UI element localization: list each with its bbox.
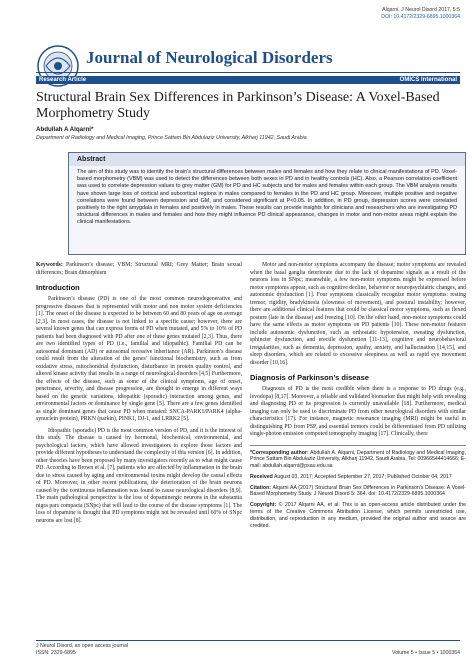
corresponding-author-label: *Corresponding author: xyxy=(250,449,309,456)
abstract-box xyxy=(68,152,466,255)
citation-text: Alqarni AA (2017) Structural Brain Sex Differences in Parkinson’s Disease: A Voxel-Based Morphometry Study. J Neurol Disord 5: 364. doi: 10.4172/2329-6895.1000364 xyxy=(250,484,466,498)
symptoms-paragraph: Motor and non-motor symptoms accompany the disease; motor symptoms are revealed when the basal ganglia deteriorate due to the lack of dopamine signals as a result of the neurons loss in SNpc; meanwhile, a few non-motor symptoms might be expressed before motor symptoms appear, such as cognitive decline, behavior or neuropsychiatric changes, and autonomic dysfunction [1]. Four symptoms classically recognize motor symptoms: resting tremor, rigidity, bradykinesia (slowness of movement), and postural instability; however, there are additional clinical features that could be classical motor symptoms, such as flexed posture (late in the disease) and freezing [10]. On the other hand, non-motor symptoms could have the same effects as motor symptoms on PD patients [10]. These non-motor features include autonomic dysfunction, such as orthostatic hypotension, sweating dysfunction, sphincter dysfunction, and erectile dysfunction [11-13], cognitive and neurobehavioral irregularities, such as dementia, depression, apathy, anxiety, and hallucination [14,15], and sleep disorders, which are related to excessive sleepiness as well as rapid eye movement disorder [10,16]. xyxy=(250,262,466,366)
abstract-heading: Abstract xyxy=(69,153,465,166)
keywords-label: Keywords: xyxy=(36,262,63,268)
intro-paragraph-2: Idiopathic (sporadic) PD is the most common version of PD, and it is the interest of this study. The disease is caused by hormonal, biochemical, environmental, and psychological factors, which have allowed investigators to explore those factors and provide different hypotheses to understand the complexity of this version [6]. In addition, other theories have been proposed by many investigators recently as to what might cause PD. According to Brown et al. [7], patients who are affected by inflammation in the brain due to stress caused by aging and environmental toxins might develop the causal effects of PD. Moreover, in other recent publications, the deterioration of the brain neurons caused by the continuous inflammation was found to cause neurological disorders [8,9]. The main pathological perspective is the loss of dopaminergic neurons in the substantia nigra pars compacta (SNpc) that will lead to the course of the disease symptoms [1]. The loss of dopamine is thought that PD symptoms might not be revealed until 60% of SNpc neurons are lost [8]. xyxy=(36,427,242,524)
author-name: Abdullah A Alqarni* xyxy=(36,126,94,133)
publisher-name: OMICS International xyxy=(399,77,457,83)
citation-note xyxy=(250,485,466,499)
doi-link[interactable]: DOI: 10.4172/2329-6895.1000364 xyxy=(381,14,460,20)
copyright-label: Copyright: xyxy=(250,502,277,509)
citation-line: Alqarni, J Neurol Disord 2017, 5:5 xyxy=(382,7,460,13)
corresponding-author-note xyxy=(250,450,466,470)
left-column xyxy=(36,262,242,525)
corresponding-author-text: Abdullah A. Alqarni, Department of Radiology and Medical Imaging, Prince Sattam Bin Abdulaziz University, Alkharj 11942, Saudi Arabia, Tel: 00966544414666; E-mail: abdullah.alqarni@psau.edu.sa xyxy=(250,449,467,470)
article-type-bar xyxy=(36,76,460,84)
header-divider xyxy=(36,72,460,73)
citation-label: Citation: xyxy=(250,484,272,491)
article-type: Research Article xyxy=(39,77,87,83)
journal-title: Journal of Neurological Disorders xyxy=(86,48,333,67)
copyright-text: © 2017 Alqarni AA, et al. This is an open-access article distributed under the terms of the Creative Commons Attribution License, which permits unrestricted use, distribution, and reproduction in any medium, provided the original author and source are credited. xyxy=(250,502,466,529)
footer-journal-line: J Neurol Disord, an open access journal xyxy=(36,643,128,649)
footer-journal-info xyxy=(36,643,128,657)
dates-note xyxy=(250,474,466,481)
diagnosis-paragraph: Diagnosis of PD is the most credible when there is a response to PD drugs (e.g., levodopa) [8,17]. Moreover, a reliable and validated biomarker that might help with revealing and diagnosing PD or its progression is currently unavailable [18]. Furthermore, medical imaging can only be used to discriminate PD from other neurological disorders with similar characteristics [17]. For instance, magnetic resonance imaging (MRI) might be useful in distinguishing PD from PSP, and essential tremors could be differentiated from PD utilizing single-photon emission computed tomography imaging [17]. Clinically, there xyxy=(250,386,466,437)
footer-issn: ISSN: 2329-6895 xyxy=(36,650,76,656)
article-title: Structural Brain Sex Differences in Parkinson’s Disease: A Voxel-Based Morphometry Study xyxy=(36,90,440,121)
footer-divider xyxy=(36,640,460,641)
keywords-text: Parkinson’s disease; VBM; Structural MRI; Grey Matter; Brain sexual differences; Brain dimorphism xyxy=(36,262,242,276)
intro-paragraph-1: Parkinson’s disease (PD) is one of the most common neurodegenerative and progressive diseases that is represented with motor and non motor system deficiencies [1]. The onset of the disease is expected to be between 60 and 80 years of age on average [2,3]. In most cases, the disease is not linked to a specific cause; however, there are several known genes that can express forms of PD when mutated, and 5% to 10% of PD patients had been diagnosed with PD after one of these genes mutated [2,3]. Thus, there are two identified types of PD (i.e., familial and idiopathic). Familial PD can be autosomal dominant (AD) or autosomal recessive inheritance (AR). Parkinson’s disease could result from the alteration of the genes’ functional biochemistry, such as from oxidative stress, mitochondrial dysfunction, disturbance in protein quality control, and altered kinase activity that results in a range of neurological disorders [4,5] Furthermore, the effects of the disease, such as some of the clinical symptoms, age of onset, penetrance, severity, and disease progression, are thought to emerge in different ways based on the genetic variations, idiopathic (sporadic) interaction among genes, and environmental factors or dominance by single gene [5]. There are a few genes identified as single dominant genes that cause PD when mutated: SNCA-PARK1/PARK4 (alpha-synuclein protein), PRKN (parkin), PINK1, DJ-1, and LRRK2 [5]. xyxy=(36,296,242,422)
keywords xyxy=(36,262,242,277)
copyright-note xyxy=(250,502,466,529)
right-column xyxy=(250,262,466,533)
introduction-heading: Introduction xyxy=(36,283,80,292)
received-label: Received xyxy=(250,473,273,480)
diagnosis-heading: Diagnosis of Parkinson’s disease xyxy=(250,373,369,382)
citation-block xyxy=(381,7,460,21)
footnote-divider xyxy=(250,445,466,446)
dates-text: August 03, 2017; Accepted September 27, 2017; Published October 04, 2017 xyxy=(273,473,452,480)
footer-volume: Volume 5 • Issue 5 • 1000364 xyxy=(392,650,460,656)
author-affiliation: Department of Radiology and Medical Imaging, Prince Sattam Bin Abdulaziz University, Alkharj 11942, Saudi Arabia xyxy=(36,135,307,141)
abstract-text: The aim of this study was to identify the brain’s structural differences between males and females and how they relate to clinical manifestations of PD. Voxel-based morphometry (VBM) was used to detect the differences between both sexes in PD and in healthy controls (HC). Also, a Pearson correlation coefficient was used to correlate depression values to grey matter (GM) for PD and HC subjects and for males and females within each group. The VBM analysis results have shown large loss of cortical and subcortical regions in males compared to females in the PD and HC group. Moreover, multiple positive and negative correlations were found between depression and GM, and considered significant at P<0.05. In addition, in PD group, depression scores were correlated positively to the right amygdala in females and positively in males. These results can provide insights for clinicians and researchers who are investigating PD structural differences in males and females and how they might influence PD clinical appearance, changes in motor and non-motor areas might explain the clinical manifestations. xyxy=(77,169,457,226)
